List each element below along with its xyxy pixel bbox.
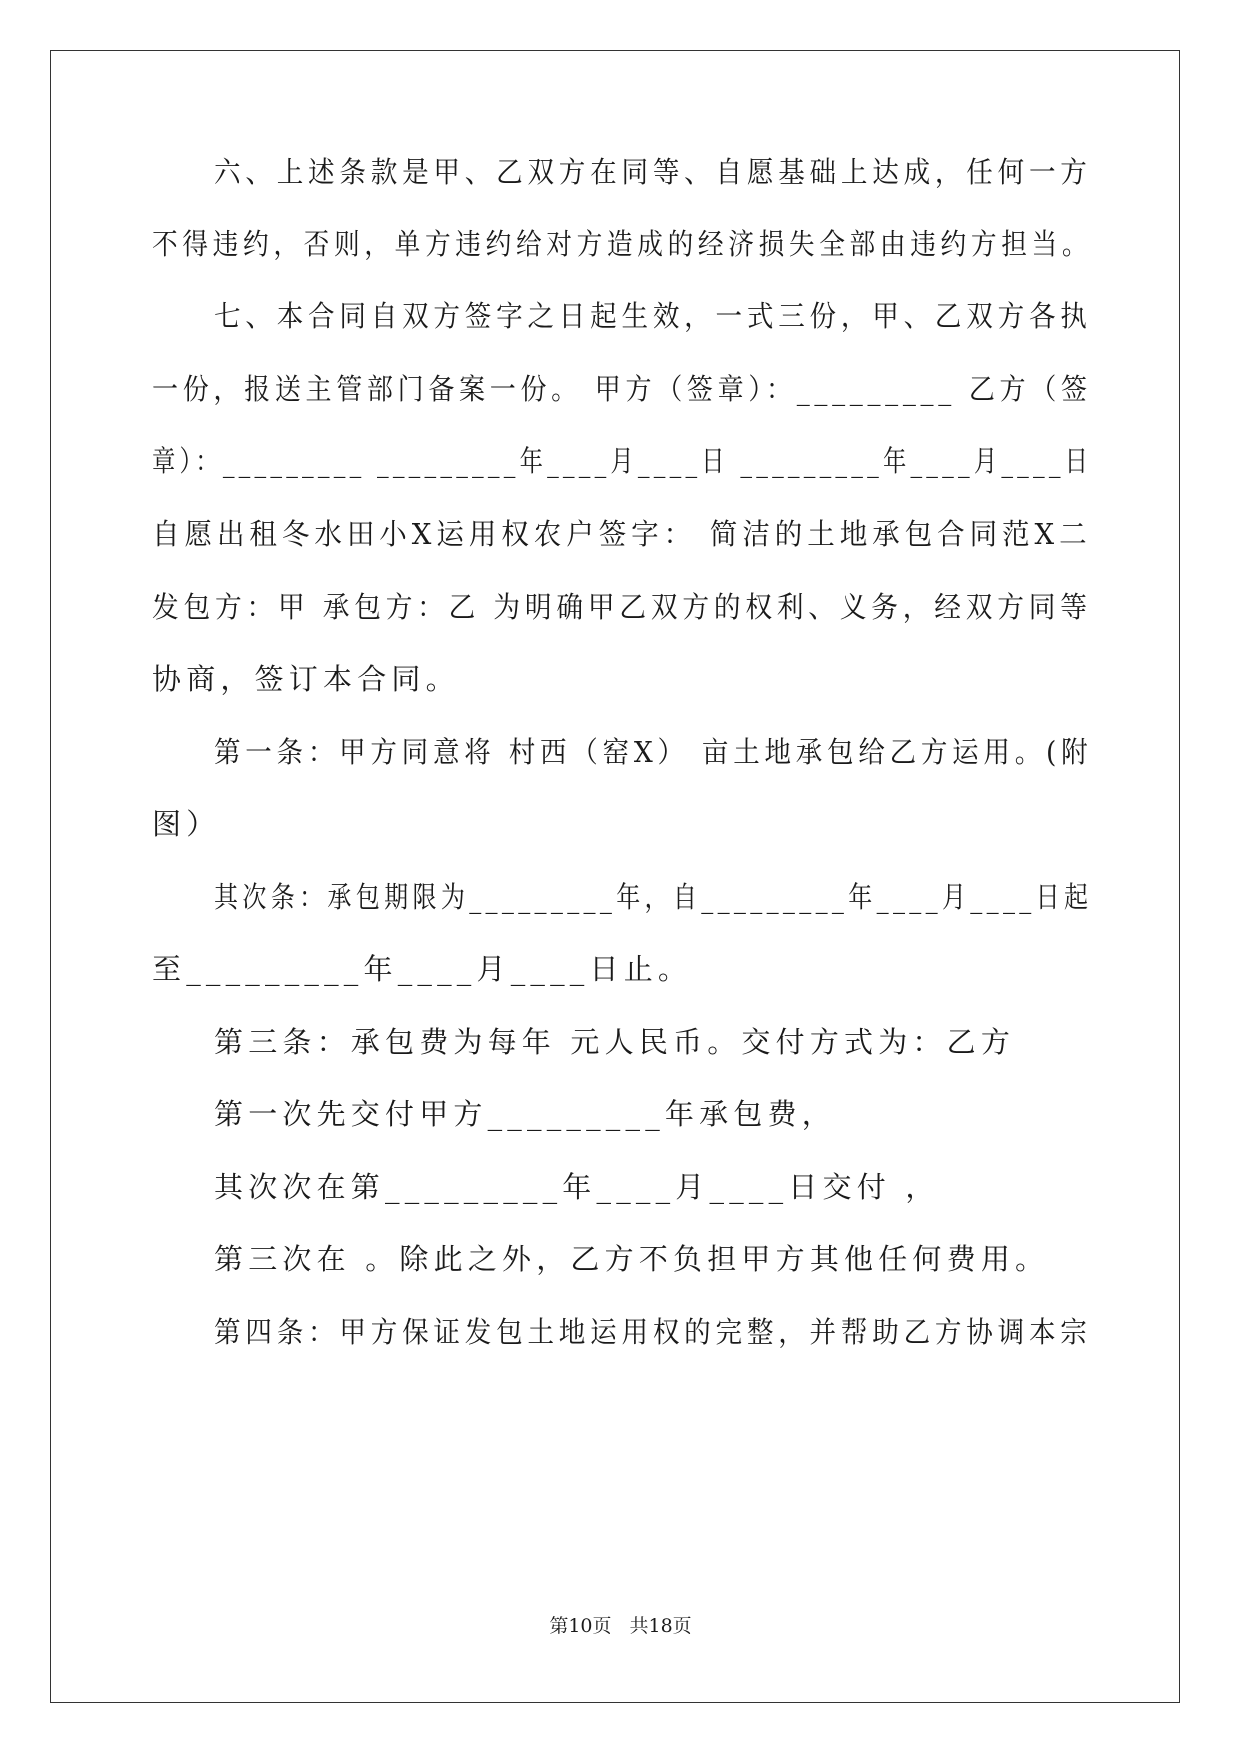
text-line: 图） — [152, 807, 221, 841]
text-line: 六、上述条款是甲、乙双方在同等、自愿基础上达成，任何一方 — [214, 155, 1092, 189]
text-line: 至_________年____月____日止。 — [152, 952, 693, 986]
text-line: 其次条：承包期限为_________年，自_________年____月____日起 — [214, 880, 1093, 914]
text-line: 第三次在 。除此之外，乙方不负担甲方其他任何费用。 — [214, 1242, 1050, 1276]
text-line: 第三条：承包费为每年 元人民币。交付方式为：乙方 — [214, 1025, 1016, 1059]
text-line: 第一条：甲方同意将 村西（窑X） 亩土地承包给乙方运用。(附 — [214, 735, 1093, 769]
text-line: 七、本合同自双方签字之日起生效，一式三份，甲、乙双方各执 — [214, 299, 1092, 333]
text-line: 发包方：甲 承包方：乙 为明确甲乙双方的权利、义务，经双方同等 — [152, 590, 1092, 624]
text-line: 自愿出租冬水田小X运用权农户签字： 简洁的土地承包合同范X二 — [152, 517, 1092, 551]
text-line: 一份，报送主管部门备案一份。 甲方（签章）：_________ 乙方（签 — [152, 372, 1092, 406]
text-line: 不得违约，否则，单方违约给对方造成的经济损失全部由违约方担当。 — [152, 227, 1093, 261]
text-line: 第四条：甲方保证发包土地运用权的完整，并帮助乙方协调本宗 — [214, 1315, 1092, 1349]
page-border — [50, 50, 1180, 1703]
text-line: 章）：_________ _________年____月____日 _________年____月____日 — [152, 444, 1093, 478]
page-total: 共18页 — [629, 1615, 692, 1637]
text-line: 协商，签订本合同。 — [152, 662, 460, 696]
page-number: 第10页 — [549, 1615, 612, 1637]
page-footer — [0, 1617, 1241, 1636]
text-line: 其次次在第_________年____月____日交付 ， — [214, 1170, 940, 1204]
text-line: 第一次先交付甲方_________年承包费， — [214, 1097, 836, 1131]
